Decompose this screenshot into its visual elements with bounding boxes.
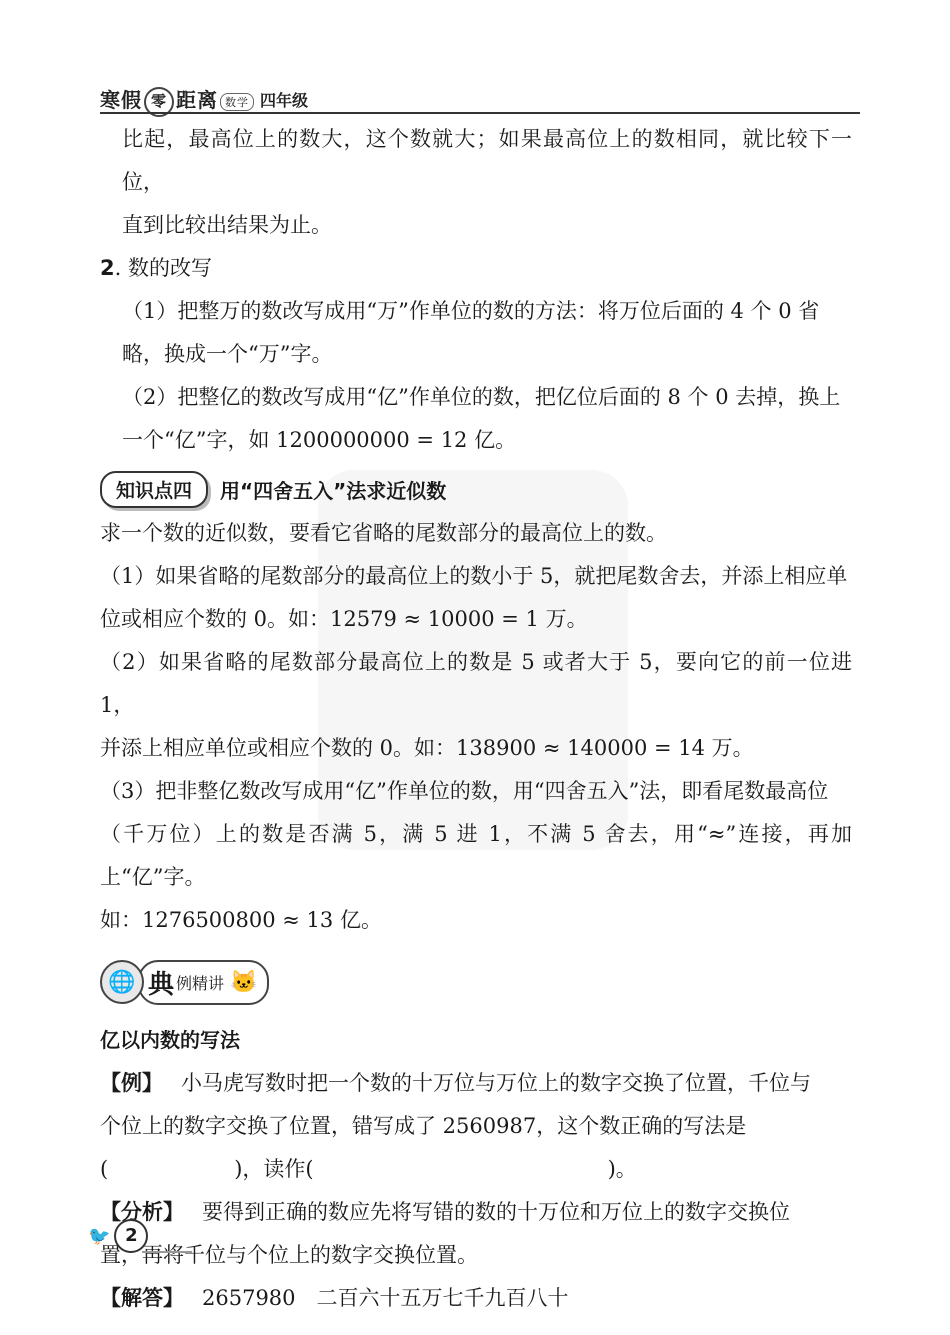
knowledge-point-badge: 知识点四 — [100, 471, 208, 508]
footer-decoration — [142, 1241, 192, 1253]
item-2-title: 2. 数的改写 — [100, 256, 212, 280]
header-rule — [100, 112, 860, 114]
grade-label: 四年级 — [260, 91, 309, 110]
kp4-rule-1-line-2: 位或相应个数的 0。如：12579 ≈ 10000 = 1 万。 — [100, 607, 588, 631]
example-lecture-banner — [100, 952, 852, 1012]
solution-label: 【解答】 — [100, 1286, 184, 1310]
continued-text-line-2: 直到比较出结果为止。 — [122, 213, 332, 237]
continued-text-line-1: 比起，最高位上的数大，这个数就大；如果最高位上的数相同，就比较下一位， — [122, 127, 852, 194]
page-header — [100, 78, 860, 114]
kp4-rule-2-line-1: （2）如果省略的尾数部分最高位上的数是 5 或者大于 5，要向它的前一位进 1， — [100, 650, 852, 717]
brand-logo: 寒假 零 距离 数学 — [100, 84, 254, 117]
item-2-sub-1-line-2: 略，换成一个“万”字。 — [122, 342, 333, 366]
knowledge-point-title: 用“四舍五入”法求近似数 — [220, 478, 447, 503]
example-lecture-tag: 典 例精讲 🐱 — [138, 960, 269, 1005]
analysis-label: 【分析】 — [100, 1200, 184, 1224]
kp4-rule-1-line-1: （1）如果省略的尾数部分的最高位上的数小于 5，就把尾数舍去，并添上相应单 — [100, 564, 848, 588]
cat-icon: 🐱 — [230, 969, 258, 995]
example-line-1: 【例】 小马虎写数时把一个数的十万位与万位上的数字交换了位置，千位与 — [100, 1071, 811, 1095]
item-2-sub-2-line-1: （2）把整亿的数改写成用“亿”作单位的数，把亿位后面的 8 个 0 去掉，换上 — [122, 385, 841, 409]
solution-line: 【解答】 2657980 二百六十五万七千九百八十 — [100, 1286, 569, 1310]
example-line-2: 个位上的数字交换了位置，错写成了 2560987，这个数正确的写法是 — [100, 1114, 747, 1138]
brand-zero-circle: 零 — [144, 87, 174, 117]
page-number: 2 — [114, 1219, 148, 1253]
example-label: 【例】 — [100, 1071, 163, 1095]
item-2-sub-2-line-2: 一个“亿”字，如 1200000000 = 12 亿。 — [122, 428, 517, 452]
example-line-3: ( )，读作( )。 — [100, 1157, 637, 1181]
page-content — [100, 118, 852, 1320]
kp4-rule-2-line-2: 并添上相应单位或相应个数的 0。如：138900 ≈ 140000 = 14 万。 — [100, 736, 754, 760]
item-2-sub-1-line-1: （1）把整万的数改写成用“万”作单位的数的方法：将万位后面的 4 个 0 省 — [122, 299, 820, 323]
kp4-intro: 求一个数的近似数，要看它省略的尾数部分的最高位上的数。 — [100, 521, 667, 545]
kp4-rule-3-line-3: 如：1276500800 ≈ 13 亿。 — [100, 908, 382, 932]
brand-subject-tag: 数学 — [220, 93, 254, 111]
analysis-line-2: 置，再将千位与个位上的数字交换位置。 — [100, 1243, 478, 1267]
bird-icon: 🐦 — [88, 1225, 111, 1247]
knowledge-point-4-header — [100, 466, 852, 512]
kp4-rule-3-line-2: （千万位）上的数是否满 5，满 5 进 1，不满 5 舍去，用“≈”连接，再加上“亿”字。 — [100, 822, 852, 889]
example-section-title: 亿以内数的写法 — [100, 1028, 240, 1052]
kp4-rule-3-line-1: （3）把非整亿数改写成用“亿”作单位的数，用“四舍五入”法，即看尾数最高位 — [100, 779, 829, 803]
globe-icon: 🌐 — [100, 960, 144, 1004]
analysis-line-1: 【分析】 要得到正确的数应先将写错的数的十万位和万位上的数字交换位 — [100, 1200, 790, 1224]
page-footer — [88, 1216, 192, 1256]
